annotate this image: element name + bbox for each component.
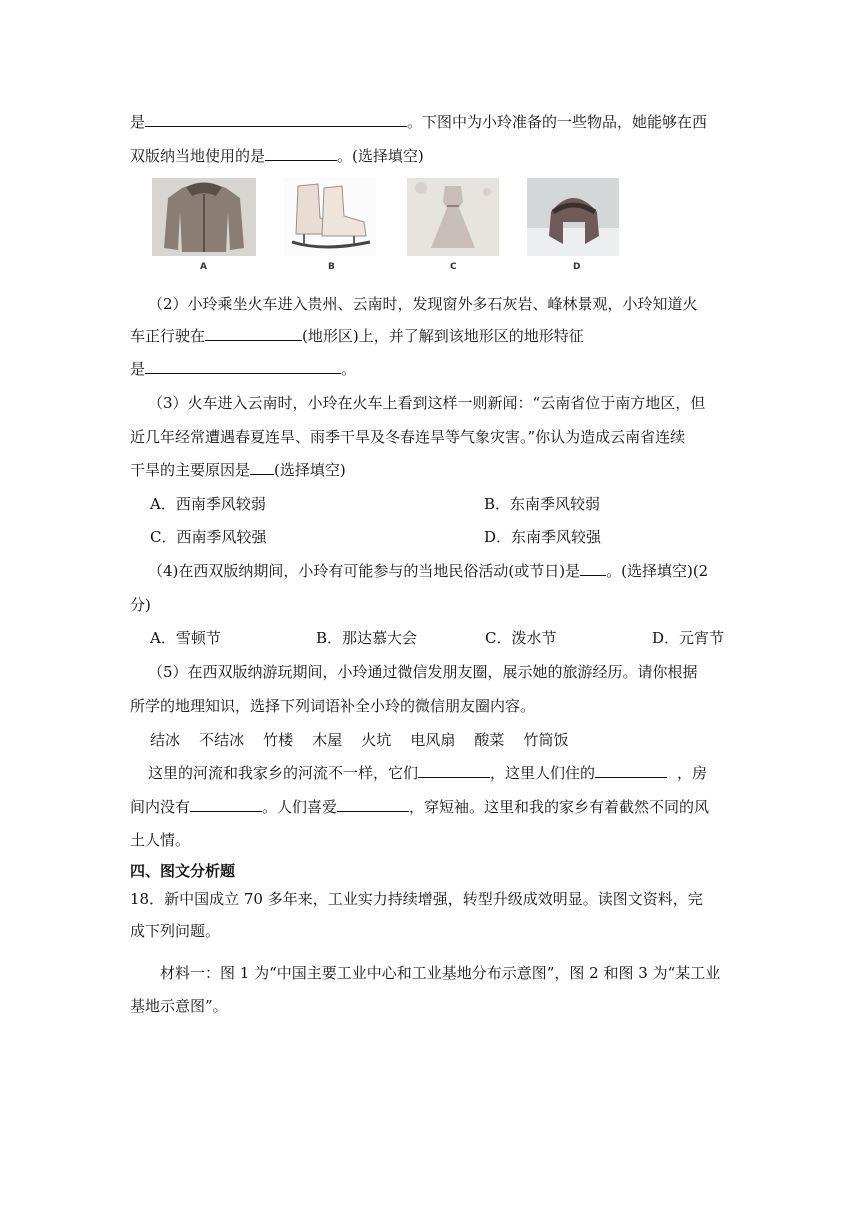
coat-icon — [152, 178, 256, 256]
answer-blank[interactable] — [418, 763, 490, 778]
q5-paragraph-line2 — [130, 797, 709, 817]
ice-skates-icon — [284, 178, 376, 256]
item-image-b — [284, 178, 376, 256]
q5-line2: 所学的地理知识，选择下列词语补全小玲的微信朋友圈内容。 — [130, 697, 536, 715]
q2-line3-post: 。 — [341, 360, 357, 378]
q1-line2 — [130, 146, 424, 166]
image-label-b: B — [328, 262, 335, 272]
q2-line2-pre: 车正行驶在 — [130, 327, 206, 345]
q5-word-bank: 结冰 不结冰 竹楼 木屋 火坑 电风扇 酸菜 竹筒饭 — [150, 731, 569, 749]
q5-p1-b: ，这里人们住的 — [490, 764, 596, 782]
q5-p2-c: ，穿短袖。这里和我的家乡有着截然不同的风 — [409, 798, 710, 816]
image-label-c: C — [450, 262, 457, 272]
q3-option-b[interactable]: B．东南季风较弱 — [484, 495, 601, 513]
q5-p2-a: 间内没有 — [130, 798, 191, 816]
q3-option-c[interactable]: C．西南季风较强 — [150, 528, 267, 546]
q4-line2: 分) — [130, 596, 151, 614]
q4-option-d[interactable]: D．元宵节 — [652, 629, 725, 647]
answer-blank[interactable] — [250, 460, 274, 475]
q3-option-d[interactable]: D．东南季风较强 — [484, 528, 602, 546]
q4-option-a[interactable]: A．雪顿节 — [150, 629, 221, 647]
q5-paragraph-line3: 土人情。 — [130, 831, 191, 849]
q4-option-c[interactable]: C．泼水节 — [485, 629, 557, 647]
q18-line1: 18．新中国成立 70 多年来，工业实力持续增强，转型升级成效明显。读图文资料，完 — [130, 890, 703, 908]
section-heading: 四、图文分析题 — [130, 862, 236, 880]
q2-line3 — [130, 359, 356, 379]
q3-line3-post: (选择填空) — [274, 461, 346, 479]
answer-blank[interactable] — [190, 797, 262, 812]
answer-blank[interactable] — [205, 326, 302, 341]
q3-line3-pre: 干旱的主要原因是 — [130, 461, 251, 479]
answer-blank[interactable] — [265, 146, 337, 161]
q3-line3 — [130, 460, 346, 480]
answer-blank[interactable] — [145, 112, 407, 127]
q3-line1: （3）火车进入云南时，小玲在火车上看到这样一则新闻：“云南省位于南方地区，但 — [148, 394, 706, 412]
material1-line2: 基地示意图”。 — [130, 997, 228, 1015]
q4-line1-post: 。(选择填空)(2 — [606, 562, 709, 580]
answer-blank[interactable] — [145, 359, 341, 374]
q2-line1: （2）小玲乘坐火车进入贵州、云南时，发现窗外多石灰岩、峰林景观，小玲知道火 — [148, 295, 698, 313]
item-image-d — [527, 178, 619, 256]
item-image-a — [152, 178, 256, 256]
q1-line1-pre: 是 — [130, 113, 146, 131]
q1-line2-post: 。(选择填空) — [337, 147, 424, 165]
q5-p2-b: 。人们喜爱 — [262, 798, 338, 816]
q2-line2 — [130, 326, 584, 346]
q18-line2: 成下列问题。 — [130, 922, 221, 940]
q5-line1: （5）在西双版纳游玩期间，小玲通过微信发朋友圈，展示她的旅游经历。请你根据 — [148, 663, 698, 681]
q1-line1-post: 。下图中为小玲准备的一些物品，她能够在西 — [407, 113, 708, 131]
image-label-d: D — [573, 262, 581, 272]
item-image-c — [407, 178, 499, 256]
q1-line1 — [130, 112, 707, 132]
answer-blank[interactable] — [580, 561, 606, 576]
q5-paragraph-line1 — [148, 763, 707, 783]
q2-line3-pre: 是 — [130, 360, 146, 378]
q3-line2: 近几年经常遭遇春夏连旱、雨季干旱及冬春连旱等气象灾害。”你认为造成云南省连续 — [130, 428, 686, 446]
q4-option-b[interactable]: B．那达慕大会 — [316, 629, 418, 647]
image-label-a: A — [200, 262, 207, 272]
q4-line1 — [148, 561, 708, 581]
q2-line2-post: (地形区)上，并了解到该地形区的地形特征 — [302, 327, 584, 345]
answer-blank[interactable] — [595, 763, 667, 778]
dress-icon — [407, 178, 499, 256]
answer-blank[interactable] — [337, 797, 409, 812]
winter-hat-icon — [527, 178, 619, 256]
q5-p1-a: 这里的河流和我家乡的河流不一样，它们 — [148, 764, 419, 782]
q1-line2-pre: 双版纳当地使用的是 — [130, 147, 266, 165]
q3-option-a[interactable]: A．西南季风较弱 — [150, 495, 266, 513]
material1-line1: 材料一：图 1 为“中国主要工业中心和工业基地分布示意图”，图 2 和图 3 为“某工业 — [160, 964, 721, 982]
q4-line1-pre: （4)在西双版纳期间，小玲有可能参与的当地民俗活动(或节日)是 — [148, 562, 581, 580]
q5-p1-c: ，房 — [677, 764, 708, 782]
